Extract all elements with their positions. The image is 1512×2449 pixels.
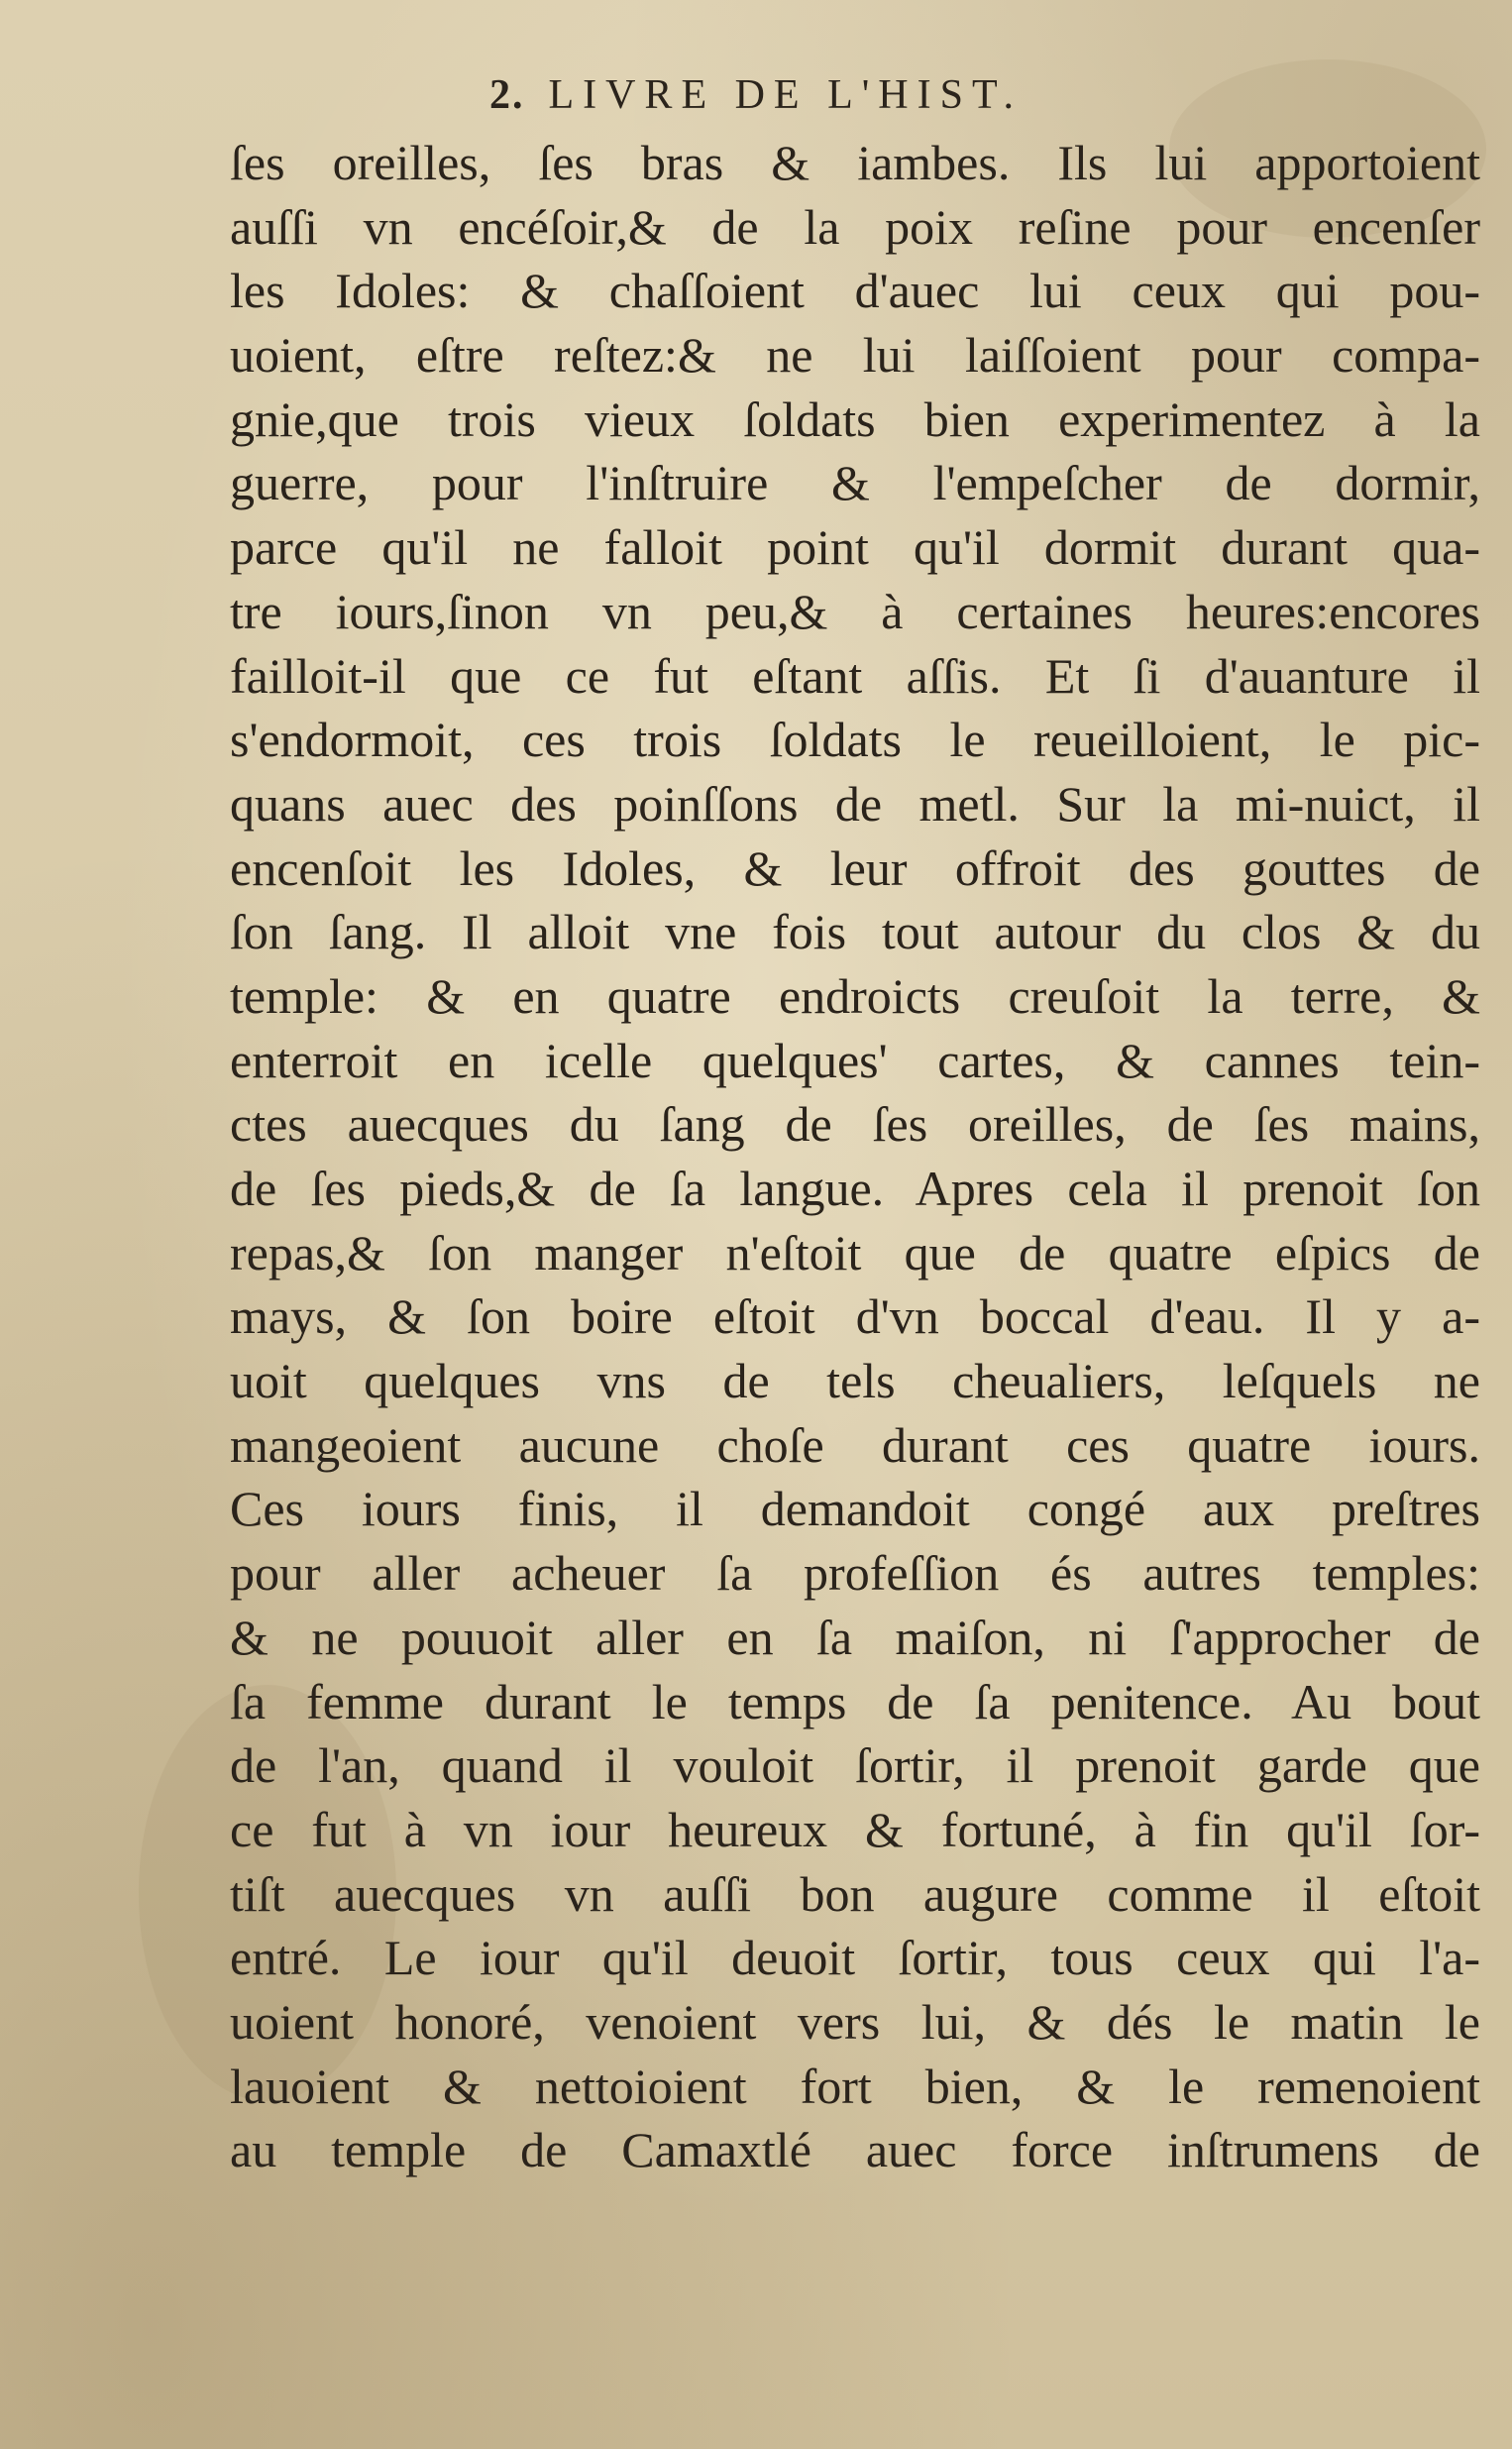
text-line: uoit quelques vns de tels cheualiers, leſquels ne [230, 1353, 1480, 1409]
text-line: mays, & ſon boire eſtoit d'vn boccal d'eau. Il y a- [230, 1288, 1480, 1345]
text-line: s'endormoit, ces trois ſoldats le reueilloient, le pic- [230, 712, 1480, 768]
text-line: ſon ſang. Il alloit vne fois tout autour du clos & du [230, 904, 1480, 960]
text-line: tre iours,ſinon vn peu,& à certaines heures:encores [230, 583, 1480, 639]
running-head-title: LIVRE DE L'HIST. [548, 72, 1024, 118]
text-line: parce qu'il ne falloit point qu'il dormit durant qua- [230, 519, 1480, 576]
text-line: ce fut à vn iour heureux & fortuné, à fin qu'il ſor- [230, 1801, 1480, 1857]
text-line: tiſt auecques vn auſſi bon augure comme il eſtoit [230, 1865, 1480, 1922]
body-text [230, 131, 1480, 2182]
text-line: encenſoit les Idoles, & leur offroit des gouttes de [230, 839, 1480, 896]
text-line: gnie,que trois vieux ſoldats bien experimentez à la [230, 390, 1480, 447]
text-line: failloit-il que ce fut eſtant aſſis. Et ſi d'auanture il [230, 647, 1480, 704]
text-line: les Idoles: & chaſſoient d'auec lui ceux qui pou- [230, 263, 1480, 319]
text-line: mangeoient aucune choſe durant ces quatre iours. [230, 1416, 1480, 1473]
text-line: ſa femme durant le temps de ſa penitence. Au bout [230, 1673, 1480, 1729]
running-head [0, 71, 1512, 119]
text-line: quans auec des poinſſons de metl. Sur la mi-nuict, il [230, 775, 1480, 832]
text-line: ctes auecques du ſang de ſes oreilles, de ſes mains, [230, 1096, 1480, 1153]
text-line: de l'an, quand il vouloit ſortir, il prenoit garde que [230, 1737, 1480, 1794]
text-line: uoient, eſtre reſtez:& ne lui laiſſoient pour compa- [230, 327, 1480, 384]
text-line: pour aller acheuer ſa profeſſion és autres temples: [230, 1545, 1480, 1602]
text-line: ſes oreilles, ſes bras & iambes. Ils lui apportoient [230, 135, 1480, 190]
text-line: guerre, pour l'inſtruire & l'empeſcher de dormir, [230, 455, 1480, 511]
text-line: Ces iours finis, il demandoit congé aux preſtres [230, 1481, 1480, 1537]
text-line: au temple de Camaxtlé auec force inſtrumens de [230, 2122, 1480, 2178]
text-line: de ſes pieds,& de ſa langue. Apres cela il prenoit ſon [230, 1161, 1480, 1216]
text-line: & ne pouuoit aller en ſa maiſon, ni ſ'approcher de [230, 1609, 1480, 1665]
text-line: entré. Le iour qu'il deuoit ſortir, tous ceux qui l'a- [230, 1930, 1480, 1986]
text-line: repas,& ſon manger n'eſtoit que de quatre eſpics de [230, 1224, 1480, 1280]
text-line: auſſi vn encéſoir,& de la poix reſine pour encenſer [230, 198, 1480, 255]
page-folio: 2. [488, 72, 525, 118]
text-line: temple: & en quatre endroicts creuſoit la terre, & [230, 967, 1480, 1024]
text-line: lauoient & nettoioient fort bien, & le remenoient [230, 2058, 1480, 2114]
text-line: enterroit en icelle quelques' cartes, & cannes tein- [230, 1032, 1480, 1088]
text-line: uoient honoré, venoient vers lui, & dés le matin le [230, 1993, 1480, 2050]
